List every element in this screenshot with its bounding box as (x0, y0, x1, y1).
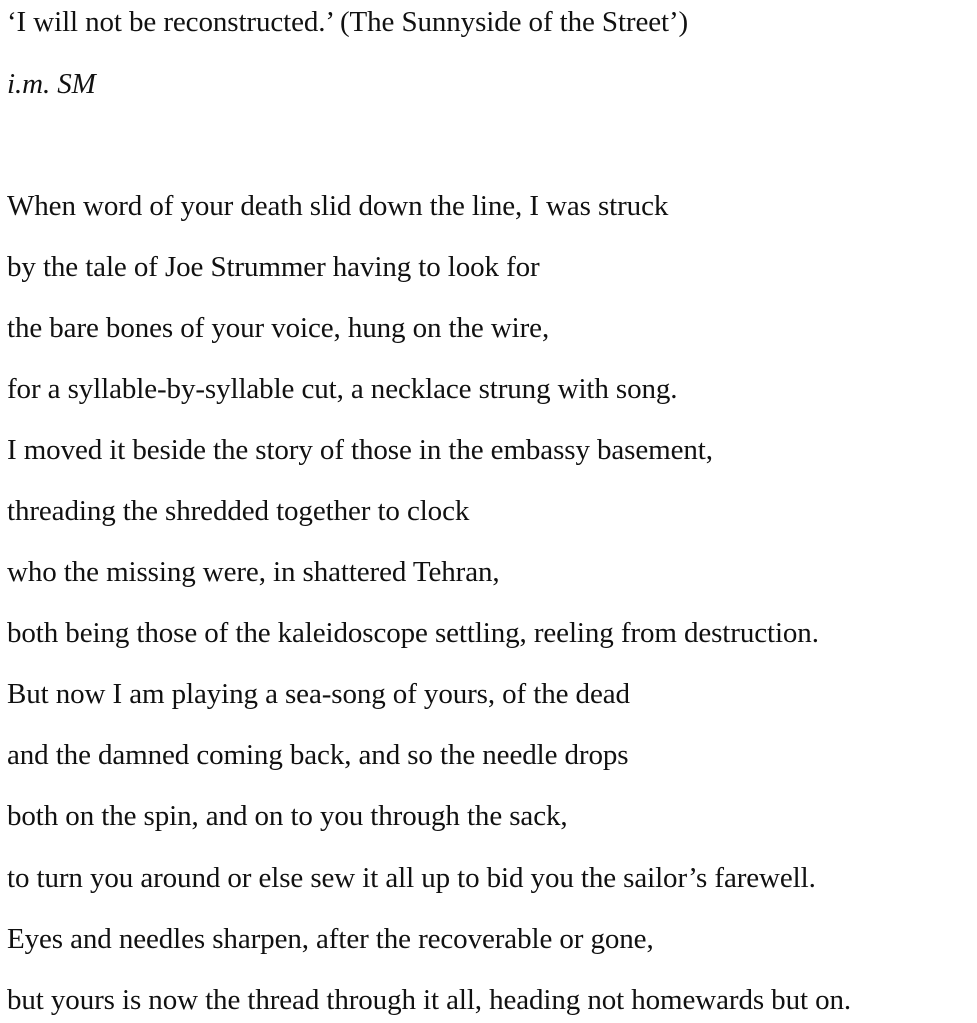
poem-title: ‘I will not be reconstructed.’ (The Sunnyside of the Street’) (7, 6, 689, 38)
poem-line: to turn you around or else sew it all up to bid you the sailor’s farewell. (7, 862, 816, 894)
poem-line: but yours is now the thread through it all, heading not homewards but on. (7, 984, 852, 1016)
poem-line: both being those of the kaleidoscope settling, reeling from destruction. (7, 617, 819, 649)
poem-line: by the tale of Joe Strummer having to look for (7, 251, 540, 283)
poem-line: for a syllable-by-syllable cut, a necklace strung with song. (7, 373, 678, 405)
poem-line: Eyes and needles sharpen, after the recoverable or gone, (7, 923, 654, 955)
poem-line: both on the spin, and on to you through the sack, (7, 800, 568, 832)
poem-line: But now I am playing a sea-song of yours, of the dead (7, 678, 630, 710)
poem-line: I moved it beside the story of those in the embassy basement, (7, 434, 713, 466)
poem-line: When word of your death slid down the line, I was struck (7, 190, 669, 222)
poem-line: threading the shredded together to clock (7, 495, 470, 527)
poem-dedication: i.m. SM (7, 68, 96, 100)
poem-line: and the damned coming back, and so the needle drops (7, 739, 629, 771)
poem-line: who the missing were, in shattered Tehran, (7, 556, 500, 588)
poem-line: the bare bones of your voice, hung on the wire, (7, 312, 550, 344)
